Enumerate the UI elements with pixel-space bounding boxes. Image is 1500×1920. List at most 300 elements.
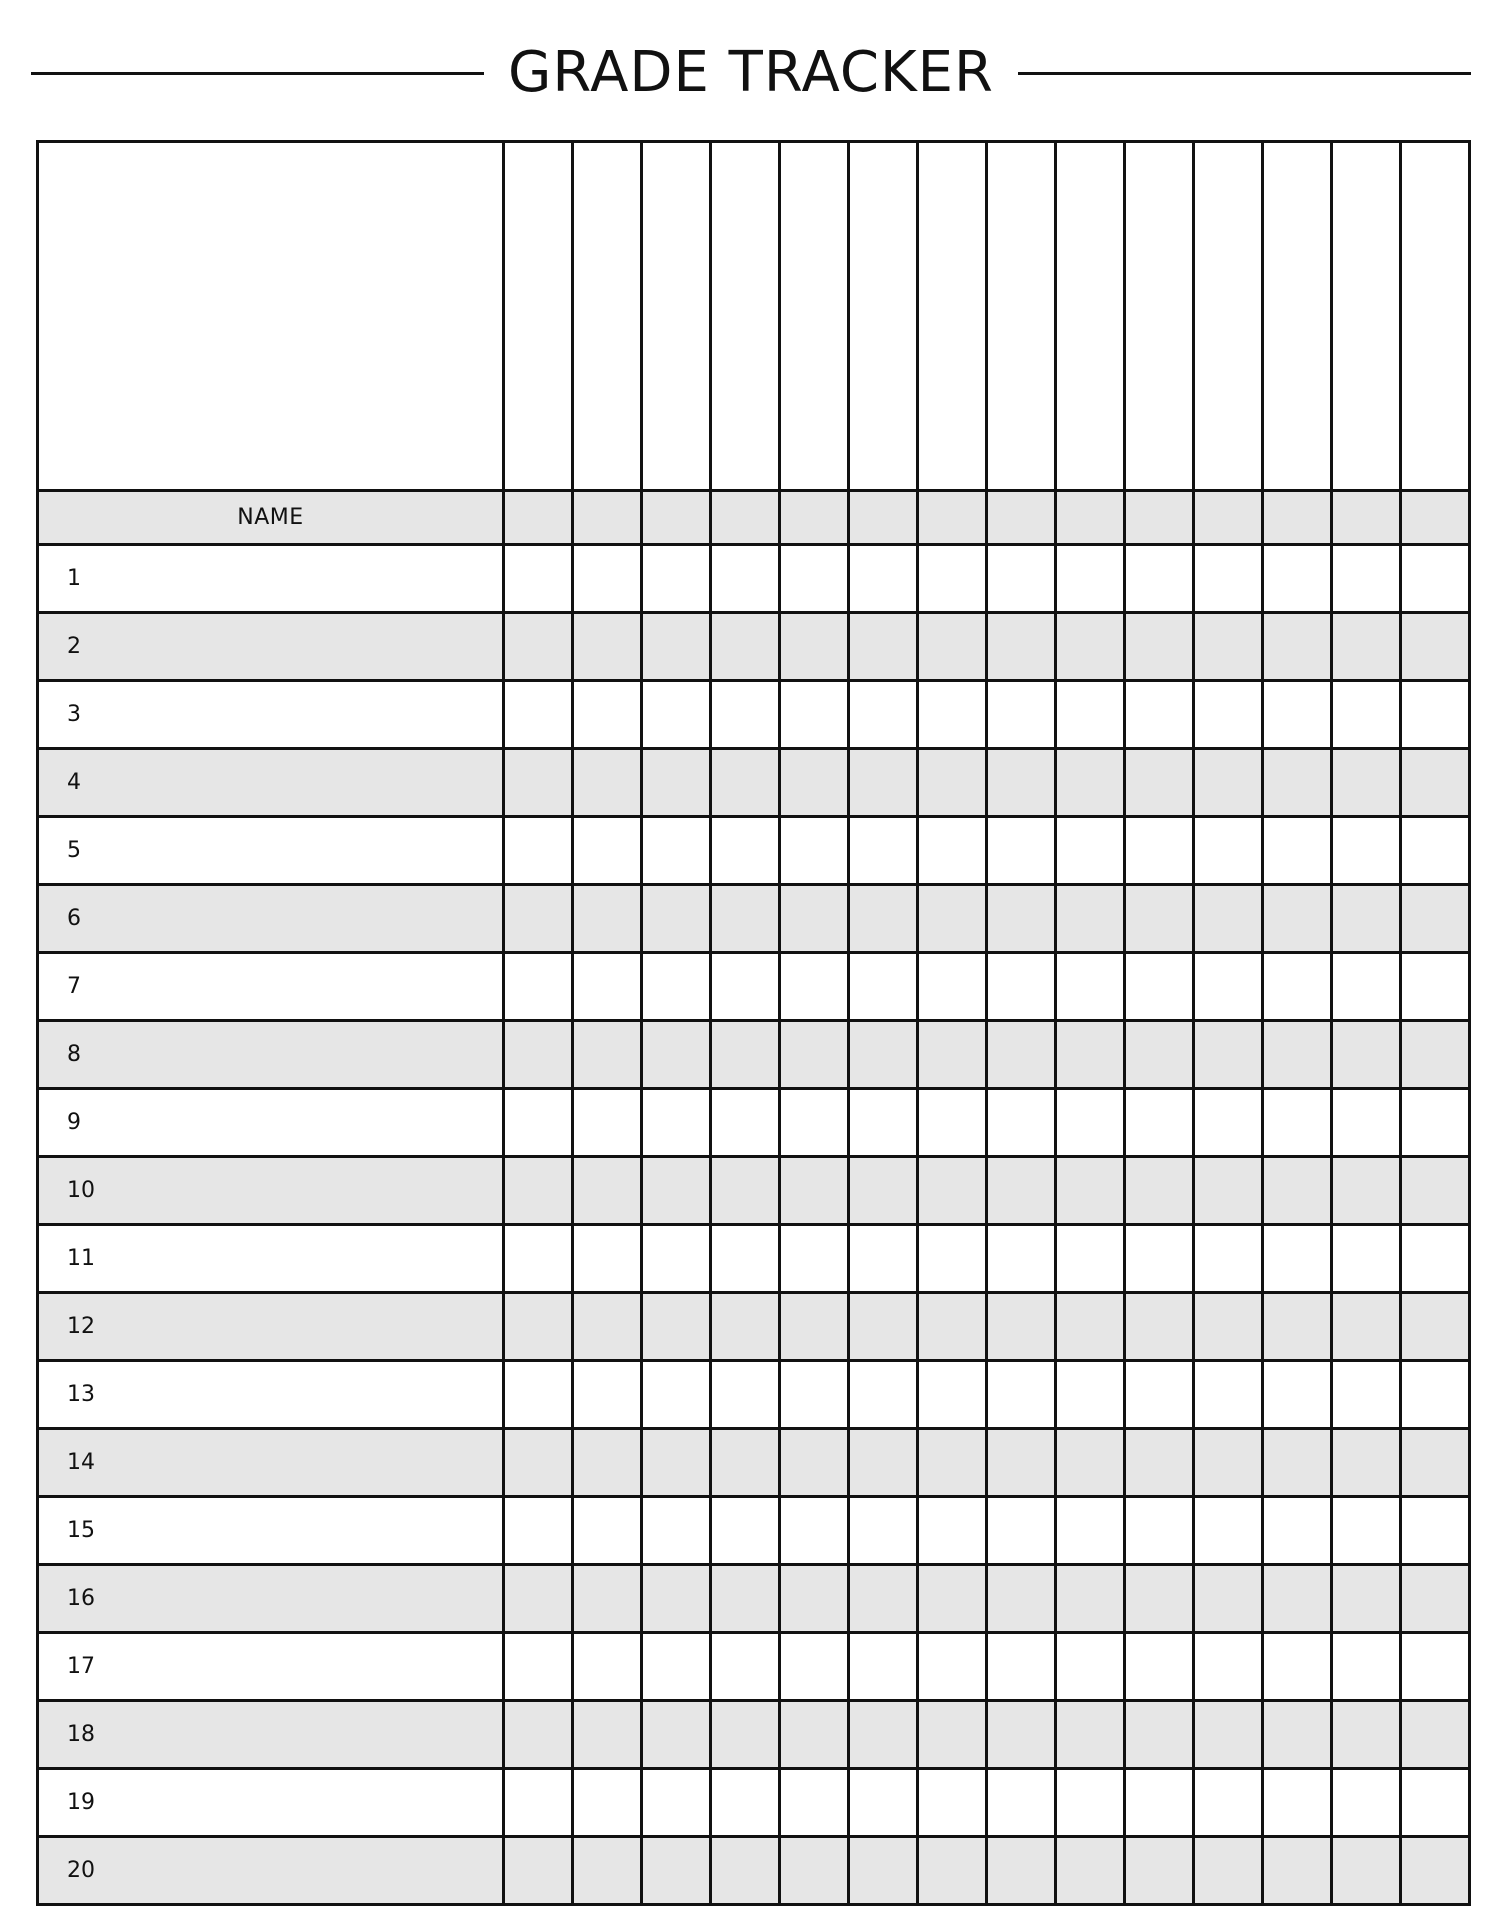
grade-cell[interactable] <box>1263 885 1332 953</box>
grade-cell[interactable] <box>1125 1429 1194 1497</box>
grade-cell[interactable] <box>849 1157 918 1225</box>
grade-cell[interactable] <box>504 1837 573 1905</box>
student-name-cell[interactable]: 6 <box>38 885 504 953</box>
grade-cell[interactable] <box>1332 681 1401 749</box>
grade-cell[interactable] <box>711 1633 780 1701</box>
grade-cell[interactable] <box>504 613 573 681</box>
grade-cell[interactable] <box>1401 953 1470 1021</box>
grade-cell[interactable] <box>573 817 642 885</box>
grade-cell[interactable] <box>504 1361 573 1429</box>
grade-cell[interactable] <box>780 1429 849 1497</box>
grade-cell[interactable] <box>711 1769 780 1837</box>
grade-cell[interactable] <box>1263 817 1332 885</box>
grade-cell[interactable] <box>711 1429 780 1497</box>
grade-cell[interactable] <box>918 1565 987 1633</box>
grade-cell[interactable] <box>1125 1497 1194 1565</box>
grade-cell[interactable] <box>1194 1837 1263 1905</box>
grade-cell[interactable] <box>711 1225 780 1293</box>
grade-cell[interactable] <box>642 817 711 885</box>
grade-cell[interactable] <box>504 885 573 953</box>
grade-cell[interactable] <box>642 1225 711 1293</box>
grade-cell[interactable] <box>1125 1021 1194 1089</box>
grade-cell[interactable] <box>918 1701 987 1769</box>
grade-cell[interactable] <box>1056 1157 1125 1225</box>
grade-cell[interactable] <box>504 953 573 1021</box>
grade-cell[interactable] <box>918 1089 987 1157</box>
grade-cell[interactable] <box>780 953 849 1021</box>
grade-cell[interactable] <box>1332 817 1401 885</box>
grade-cell[interactable] <box>1401 885 1470 953</box>
grade-cell[interactable] <box>918 1633 987 1701</box>
grade-cell[interactable] <box>780 1769 849 1837</box>
grade-cell[interactable] <box>918 613 987 681</box>
grade-cell[interactable] <box>780 1225 849 1293</box>
grade-cell[interactable] <box>642 1089 711 1157</box>
grade-cell[interactable] <box>1332 953 1401 1021</box>
grade-cell[interactable] <box>987 749 1056 817</box>
grade-cell[interactable] <box>1056 1633 1125 1701</box>
student-name-cell[interactable]: 20 <box>38 1837 504 1905</box>
grade-cell[interactable] <box>642 1429 711 1497</box>
grade-cell[interactable] <box>1263 1497 1332 1565</box>
grade-cell[interactable] <box>1056 1429 1125 1497</box>
grade-cell[interactable] <box>987 613 1056 681</box>
student-name-cell[interactable]: 2 <box>38 613 504 681</box>
grade-cell[interactable] <box>642 953 711 1021</box>
grade-cell[interactable] <box>1125 681 1194 749</box>
grade-cell[interactable] <box>504 1633 573 1701</box>
grade-cell[interactable] <box>987 1837 1056 1905</box>
grade-cell[interactable] <box>1194 885 1263 953</box>
grade-cell[interactable] <box>849 1361 918 1429</box>
grade-cell[interactable] <box>504 817 573 885</box>
assignment-title-cell[interactable] <box>849 142 918 491</box>
student-name-cell[interactable]: 15 <box>38 1497 504 1565</box>
grade-cell[interactable] <box>642 1497 711 1565</box>
grade-cell[interactable] <box>849 1633 918 1701</box>
grade-cell[interactable] <box>1125 613 1194 681</box>
grade-cell[interactable] <box>711 817 780 885</box>
grade-cell[interactable] <box>1401 1157 1470 1225</box>
grade-cell[interactable] <box>1056 1565 1125 1633</box>
grade-cell[interactable] <box>1125 1157 1194 1225</box>
grade-cell[interactable] <box>504 1225 573 1293</box>
grade-cell[interactable] <box>642 681 711 749</box>
grade-cell[interactable] <box>780 885 849 953</box>
assignment-title-cell[interactable] <box>1125 142 1194 491</box>
student-name-cell[interactable]: 17 <box>38 1633 504 1701</box>
grade-cell[interactable] <box>1401 1565 1470 1633</box>
grade-cell[interactable] <box>1401 681 1470 749</box>
grade-cell[interactable] <box>711 1021 780 1089</box>
grade-cell[interactable] <box>1194 681 1263 749</box>
grade-cell[interactable] <box>1056 749 1125 817</box>
grade-cell[interactable] <box>642 1293 711 1361</box>
student-name-cell[interactable]: 18 <box>38 1701 504 1769</box>
assignment-title-cell[interactable] <box>642 142 711 491</box>
grade-cell[interactable] <box>573 1565 642 1633</box>
grade-cell[interactable] <box>1056 545 1125 613</box>
grade-cell[interactable] <box>1332 1157 1401 1225</box>
grade-cell[interactable] <box>1194 1021 1263 1089</box>
student-name-cell[interactable]: 10 <box>38 1157 504 1225</box>
grade-cell[interactable] <box>1401 1225 1470 1293</box>
grade-cell[interactable] <box>849 1497 918 1565</box>
grade-cell[interactable] <box>1263 1021 1332 1089</box>
grade-cell[interactable] <box>1194 1089 1263 1157</box>
grade-cell[interactable] <box>1332 1225 1401 1293</box>
grade-cell[interactable] <box>1401 1293 1470 1361</box>
grade-cell[interactable] <box>987 953 1056 1021</box>
grade-cell[interactable] <box>504 1021 573 1089</box>
grade-cell[interactable] <box>1056 681 1125 749</box>
grade-cell[interactable] <box>987 1021 1056 1089</box>
student-name-cell[interactable]: 8 <box>38 1021 504 1089</box>
grade-cell[interactable] <box>1194 1769 1263 1837</box>
grade-cell[interactable] <box>573 1089 642 1157</box>
grade-cell[interactable] <box>573 1497 642 1565</box>
grade-cell[interactable] <box>780 1361 849 1429</box>
grade-cell[interactable] <box>504 749 573 817</box>
grade-cell[interactable] <box>849 545 918 613</box>
grade-cell[interactable] <box>1194 1361 1263 1429</box>
grade-cell[interactable] <box>1332 749 1401 817</box>
grade-cell[interactable] <box>987 1157 1056 1225</box>
grade-cell[interactable] <box>1056 885 1125 953</box>
assignment-title-cell[interactable] <box>711 142 780 491</box>
grade-cell[interactable] <box>1332 545 1401 613</box>
grade-cell[interactable] <box>1125 953 1194 1021</box>
grade-cell[interactable] <box>780 1837 849 1905</box>
grade-cell[interactable] <box>1125 1769 1194 1837</box>
student-name-cell[interactable]: 7 <box>38 953 504 1021</box>
student-name-cell[interactable]: 16 <box>38 1565 504 1633</box>
grade-cell[interactable] <box>1194 1497 1263 1565</box>
grade-cell[interactable] <box>1194 1225 1263 1293</box>
grade-cell[interactable] <box>711 681 780 749</box>
grade-cell[interactable] <box>504 1089 573 1157</box>
grade-cell[interactable] <box>1125 749 1194 817</box>
grade-cell[interactable] <box>780 1497 849 1565</box>
grade-cell[interactable] <box>987 545 1056 613</box>
grade-cell[interactable] <box>711 953 780 1021</box>
grade-cell[interactable] <box>642 1021 711 1089</box>
assignment-title-cell[interactable] <box>1194 142 1263 491</box>
grade-cell[interactable] <box>987 1089 1056 1157</box>
grade-cell[interactable] <box>1401 613 1470 681</box>
grade-cell[interactable] <box>1332 1429 1401 1497</box>
grade-cell[interactable] <box>1401 1633 1470 1701</box>
grade-cell[interactable] <box>1332 1293 1401 1361</box>
grade-cell[interactable] <box>1194 1565 1263 1633</box>
student-name-cell[interactable]: 5 <box>38 817 504 885</box>
assignment-title-cell[interactable] <box>573 142 642 491</box>
grade-cell[interactable] <box>1263 545 1332 613</box>
grade-cell[interactable] <box>918 1157 987 1225</box>
grade-cell[interactable] <box>1332 1089 1401 1157</box>
grade-cell[interactable] <box>780 1633 849 1701</box>
grade-cell[interactable] <box>1125 1361 1194 1429</box>
grade-cell[interactable] <box>1401 1497 1470 1565</box>
grade-cell[interactable] <box>918 681 987 749</box>
grade-cell[interactable] <box>1332 1361 1401 1429</box>
student-name-cell[interactable]: 9 <box>38 1089 504 1157</box>
grade-cell[interactable] <box>1332 1021 1401 1089</box>
grade-cell[interactable] <box>1263 1701 1332 1769</box>
grade-cell[interactable] <box>642 1565 711 1633</box>
grade-cell[interactable] <box>1263 1565 1332 1633</box>
grade-cell[interactable] <box>987 1497 1056 1565</box>
assignment-title-cell[interactable] <box>1401 142 1470 491</box>
grade-cell[interactable] <box>849 1769 918 1837</box>
grade-cell[interactable] <box>573 1157 642 1225</box>
grade-cell[interactable] <box>1194 1293 1263 1361</box>
grade-cell[interactable] <box>849 1225 918 1293</box>
grade-cell[interactable] <box>849 1565 918 1633</box>
grade-cell[interactable] <box>1332 1701 1401 1769</box>
grade-cell[interactable] <box>849 1089 918 1157</box>
grade-cell[interactable] <box>711 1497 780 1565</box>
assignment-title-cell[interactable] <box>1332 142 1401 491</box>
grade-cell[interactable] <box>1332 885 1401 953</box>
grade-cell[interactable] <box>780 817 849 885</box>
grade-cell[interactable] <box>987 885 1056 953</box>
grade-cell[interactable] <box>1125 1089 1194 1157</box>
grade-cell[interactable] <box>1401 1429 1470 1497</box>
grade-cell[interactable] <box>504 1565 573 1633</box>
grade-cell[interactable] <box>1125 1565 1194 1633</box>
grade-cell[interactable] <box>1263 1157 1332 1225</box>
grade-cell[interactable] <box>780 1293 849 1361</box>
grade-cell[interactable] <box>1263 1225 1332 1293</box>
grade-cell[interactable] <box>642 1633 711 1701</box>
grade-cell[interactable] <box>987 681 1056 749</box>
grade-cell[interactable] <box>711 749 780 817</box>
grade-cell[interactable] <box>1056 1837 1125 1905</box>
grade-cell[interactable] <box>780 1701 849 1769</box>
grade-cell[interactable] <box>711 1361 780 1429</box>
grade-cell[interactable] <box>987 817 1056 885</box>
student-name-cell[interactable]: 11 <box>38 1225 504 1293</box>
grade-cell[interactable] <box>918 1361 987 1429</box>
grade-cell[interactable] <box>918 1021 987 1089</box>
grade-cell[interactable] <box>1401 1837 1470 1905</box>
grade-cell[interactable] <box>1332 1633 1401 1701</box>
grade-cell[interactable] <box>504 1429 573 1497</box>
grade-cell[interactable] <box>1194 1701 1263 1769</box>
grade-cell[interactable] <box>504 1701 573 1769</box>
grade-cell[interactable] <box>918 749 987 817</box>
grade-cell[interactable] <box>849 613 918 681</box>
grade-cell[interactable] <box>1194 545 1263 613</box>
assignment-title-cell[interactable] <box>504 142 573 491</box>
grade-cell[interactable] <box>642 1361 711 1429</box>
grade-cell[interactable] <box>573 1429 642 1497</box>
grade-cell[interactable] <box>1332 1497 1401 1565</box>
grade-cell[interactable] <box>573 1361 642 1429</box>
grade-cell[interactable] <box>1056 1225 1125 1293</box>
grade-cell[interactable] <box>1401 1701 1470 1769</box>
grade-cell[interactable] <box>1056 1021 1125 1089</box>
grade-cell[interactable] <box>987 1361 1056 1429</box>
grade-cell[interactable] <box>1401 1021 1470 1089</box>
grade-cell[interactable] <box>849 1837 918 1905</box>
grade-cell[interactable] <box>573 953 642 1021</box>
grade-cell[interactable] <box>1332 1769 1401 1837</box>
grade-cell[interactable] <box>504 545 573 613</box>
grade-cell[interactable] <box>1263 1089 1332 1157</box>
grade-cell[interactable] <box>780 1089 849 1157</box>
grade-cell[interactable] <box>1125 545 1194 613</box>
grade-cell[interactable] <box>711 1565 780 1633</box>
grade-cell[interactable] <box>1263 1633 1332 1701</box>
grade-cell[interactable] <box>918 1837 987 1905</box>
grade-cell[interactable] <box>1263 1361 1332 1429</box>
grade-cell[interactable] <box>573 1021 642 1089</box>
grade-cell[interactable] <box>573 545 642 613</box>
grade-cell[interactable] <box>711 1701 780 1769</box>
grade-cell[interactable] <box>1194 1633 1263 1701</box>
grade-cell[interactable] <box>1401 545 1470 613</box>
student-name-cell[interactable]: 3 <box>38 681 504 749</box>
assignment-title-cell[interactable] <box>1056 142 1125 491</box>
grade-cell[interactable] <box>642 1769 711 1837</box>
grade-cell[interactable] <box>987 1701 1056 1769</box>
student-name-cell[interactable]: 13 <box>38 1361 504 1429</box>
grade-cell[interactable] <box>504 1157 573 1225</box>
grade-cell[interactable] <box>1125 817 1194 885</box>
student-name-cell[interactable]: 14 <box>38 1429 504 1497</box>
grade-cell[interactable] <box>1125 1225 1194 1293</box>
grade-cell[interactable] <box>573 885 642 953</box>
grade-cell[interactable] <box>504 1497 573 1565</box>
grade-cell[interactable] <box>1401 817 1470 885</box>
grade-cell[interactable] <box>1194 613 1263 681</box>
grade-cell[interactable] <box>711 1089 780 1157</box>
grade-cell[interactable] <box>780 545 849 613</box>
grade-cell[interactable] <box>918 545 987 613</box>
grade-cell[interactable] <box>849 1293 918 1361</box>
grade-cell[interactable] <box>849 817 918 885</box>
grade-cell[interactable] <box>1401 1089 1470 1157</box>
grade-cell[interactable] <box>1332 613 1401 681</box>
grade-cell[interactable] <box>1056 1293 1125 1361</box>
grade-cell[interactable] <box>1401 1769 1470 1837</box>
grade-cell[interactable] <box>642 885 711 953</box>
grade-cell[interactable] <box>642 749 711 817</box>
grade-cell[interactable] <box>573 613 642 681</box>
grade-cell[interactable] <box>504 1293 573 1361</box>
student-name-cell[interactable]: 1 <box>38 545 504 613</box>
grade-cell[interactable] <box>1056 817 1125 885</box>
grade-cell[interactable] <box>642 1157 711 1225</box>
grade-cell[interactable] <box>918 1429 987 1497</box>
student-name-cell[interactable]: 4 <box>38 749 504 817</box>
grade-cell[interactable] <box>1056 1089 1125 1157</box>
grade-cell[interactable] <box>573 1293 642 1361</box>
grade-cell[interactable] <box>1125 1837 1194 1905</box>
grade-cell[interactable] <box>1332 1565 1401 1633</box>
grade-cell[interactable] <box>573 1837 642 1905</box>
student-name-cell[interactable]: 12 <box>38 1293 504 1361</box>
grade-cell[interactable] <box>1263 749 1332 817</box>
grade-cell[interactable] <box>573 1769 642 1837</box>
grade-cell[interactable] <box>1056 953 1125 1021</box>
grade-cell[interactable] <box>1194 1429 1263 1497</box>
grade-cell[interactable] <box>1194 749 1263 817</box>
grade-cell[interactable] <box>573 1225 642 1293</box>
grade-cell[interactable] <box>1263 613 1332 681</box>
grade-cell[interactable] <box>504 1769 573 1837</box>
grade-cell[interactable] <box>1263 953 1332 1021</box>
grade-cell[interactable] <box>849 1021 918 1089</box>
grade-cell[interactable] <box>573 1701 642 1769</box>
grade-cell[interactable] <box>1125 1293 1194 1361</box>
grade-cell[interactable] <box>918 953 987 1021</box>
grade-cell[interactable] <box>1401 749 1470 817</box>
grade-cell[interactable] <box>987 1225 1056 1293</box>
grade-cell[interactable] <box>642 1701 711 1769</box>
grade-cell[interactable] <box>642 1837 711 1905</box>
grade-cell[interactable] <box>918 817 987 885</box>
assignment-title-cell[interactable] <box>780 142 849 491</box>
grade-cell[interactable] <box>987 1633 1056 1701</box>
grade-cell[interactable] <box>849 953 918 1021</box>
grade-cell[interactable] <box>642 613 711 681</box>
grade-cell[interactable] <box>711 1157 780 1225</box>
assignment-title-cell[interactable] <box>987 142 1056 491</box>
assignment-title-cell[interactable] <box>1263 142 1332 491</box>
grade-cell[interactable] <box>1401 1361 1470 1429</box>
grade-cell[interactable] <box>849 681 918 749</box>
grade-cell[interactable] <box>1194 953 1263 1021</box>
grade-cell[interactable] <box>987 1769 1056 1837</box>
grade-cell[interactable] <box>780 613 849 681</box>
assignment-title-cell[interactable] <box>918 142 987 491</box>
grade-cell[interactable] <box>642 545 711 613</box>
grade-cell[interactable] <box>711 545 780 613</box>
grade-cell[interactable] <box>780 1565 849 1633</box>
grade-cell[interactable] <box>711 613 780 681</box>
grade-cell[interactable] <box>1056 1701 1125 1769</box>
grade-cell[interactable] <box>918 1293 987 1361</box>
grade-cell[interactable] <box>711 1293 780 1361</box>
grade-cell[interactable] <box>849 749 918 817</box>
grade-cell[interactable] <box>849 1429 918 1497</box>
grade-cell[interactable] <box>1056 1769 1125 1837</box>
grade-cell[interactable] <box>918 1225 987 1293</box>
grade-cell[interactable] <box>1194 1157 1263 1225</box>
grade-cell[interactable] <box>1263 1429 1332 1497</box>
grade-cell[interactable] <box>1194 817 1263 885</box>
grade-cell[interactable] <box>1263 1837 1332 1905</box>
grade-cell[interactable] <box>1263 1293 1332 1361</box>
grade-cell[interactable] <box>1332 1837 1401 1905</box>
grade-cell[interactable] <box>780 749 849 817</box>
grade-cell[interactable] <box>987 1429 1056 1497</box>
grade-cell[interactable] <box>849 885 918 953</box>
class-info-cell[interactable] <box>38 142 504 491</box>
grade-cell[interactable] <box>1056 613 1125 681</box>
grade-cell[interactable] <box>1125 885 1194 953</box>
grade-cell[interactable] <box>573 749 642 817</box>
grade-cell[interactable] <box>780 1021 849 1089</box>
grade-cell[interactable] <box>1263 681 1332 749</box>
grade-cell[interactable] <box>1263 1769 1332 1837</box>
grade-cell[interactable] <box>711 1837 780 1905</box>
grade-cell[interactable] <box>780 1157 849 1225</box>
grade-cell[interactable] <box>918 885 987 953</box>
